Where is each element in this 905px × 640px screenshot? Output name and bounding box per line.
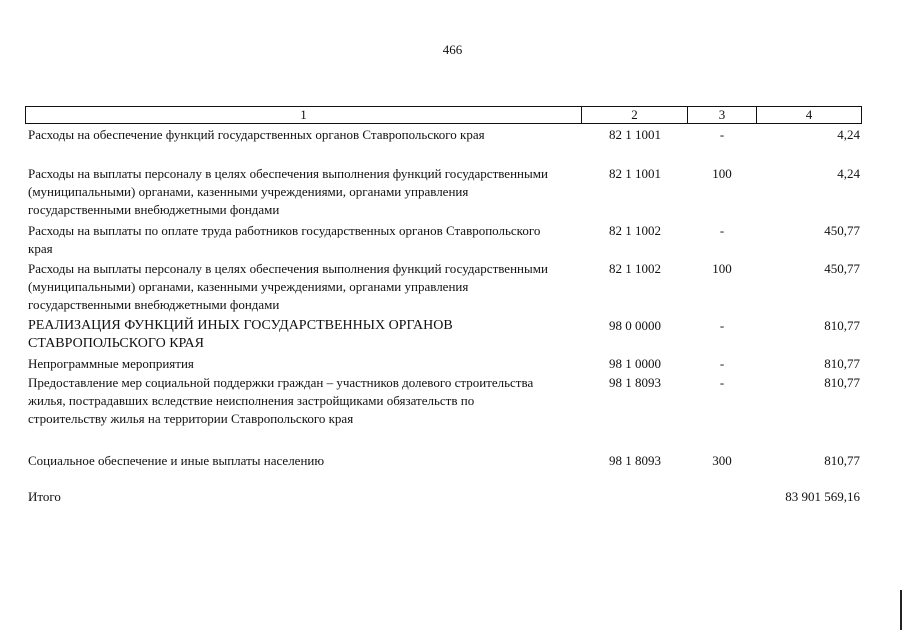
header-col-1: 1	[26, 107, 582, 123]
row-name: Расходы на выплаты персоналу в целях обеспечения выполнения функций государственными (муниципальными) органами, казенными учреждениями, органами управления государственными внебюджетными фондами	[28, 261, 548, 312]
row-amount: 810,77	[824, 356, 860, 371]
row-amount: 4,24	[837, 166, 860, 181]
row-code: 82 1 1001	[609, 166, 661, 181]
total-value: 83 901 569,16	[785, 489, 860, 504]
row-name: Непрограммные мероприятия	[28, 356, 194, 371]
row-vr: 100	[712, 261, 732, 276]
row-code: 98 0 0000	[609, 318, 661, 333]
row-code: 82 1 1001	[609, 127, 661, 142]
row-amount: 4,24	[837, 127, 860, 142]
row-vr: -	[719, 318, 725, 333]
row-code: 82 1 1002	[609, 261, 661, 276]
row-name: РЕАЛИЗАЦИЯ ФУНКЦИЙ ИНЫХ ГОСУДАРСТВЕННЫХ ОРГАНОВ СТАВРОПОЛЬСКОГО КРАЯ	[28, 318, 453, 351]
row-vr: 100	[712, 166, 732, 181]
row-name: Расходы на обеспечение функций государственных органов Ставропольского края	[28, 127, 485, 142]
row-name: Расходы на выплаты персоналу в целях обеспечения выполнения функций государственными (муниципальными) органами, казенными учреждениями, органами управления государственными внебюджетными фондами	[28, 166, 548, 217]
row-vr: -	[719, 127, 725, 142]
row-code: 98 1 0000	[609, 356, 661, 371]
scan-edge-mark	[900, 590, 902, 630]
row-name: Расходы на выплаты по оплате труда работников государственных органов Ставропольского края	[28, 223, 541, 256]
row-amount: 810,77	[824, 453, 860, 468]
row-amount: 450,77	[824, 261, 860, 276]
row-name: Предоставление мер социальной поддержки граждан – участников долевого строительства жилья, пострадавших вследствие неисполнения застройщиками обязательств по строительству жилья на территории Ставропольского края	[28, 375, 534, 426]
row-amount: 810,77	[824, 375, 860, 390]
row-code: 98 1 8093	[609, 453, 661, 468]
header-col-4: 4	[805, 107, 813, 122]
row-amount: 810,77	[824, 318, 860, 333]
table-header	[25, 106, 862, 124]
total-label: Итого	[28, 489, 61, 504]
row-amount: 450,77	[824, 223, 860, 238]
header-col-2: 2	[582, 107, 688, 123]
row-vr: -	[719, 375, 725, 390]
row-vr: -	[719, 223, 725, 238]
row-code: 98 1 8093	[609, 375, 661, 390]
row-vr: -	[719, 356, 725, 371]
row-vr: 300	[712, 453, 732, 468]
row-code: 82 1 1002	[609, 223, 661, 238]
header-col-3: 3	[688, 107, 757, 123]
row-name: Социальное обеспечение и иные выплаты населению	[28, 453, 325, 468]
page-number: 466	[442, 42, 463, 57]
